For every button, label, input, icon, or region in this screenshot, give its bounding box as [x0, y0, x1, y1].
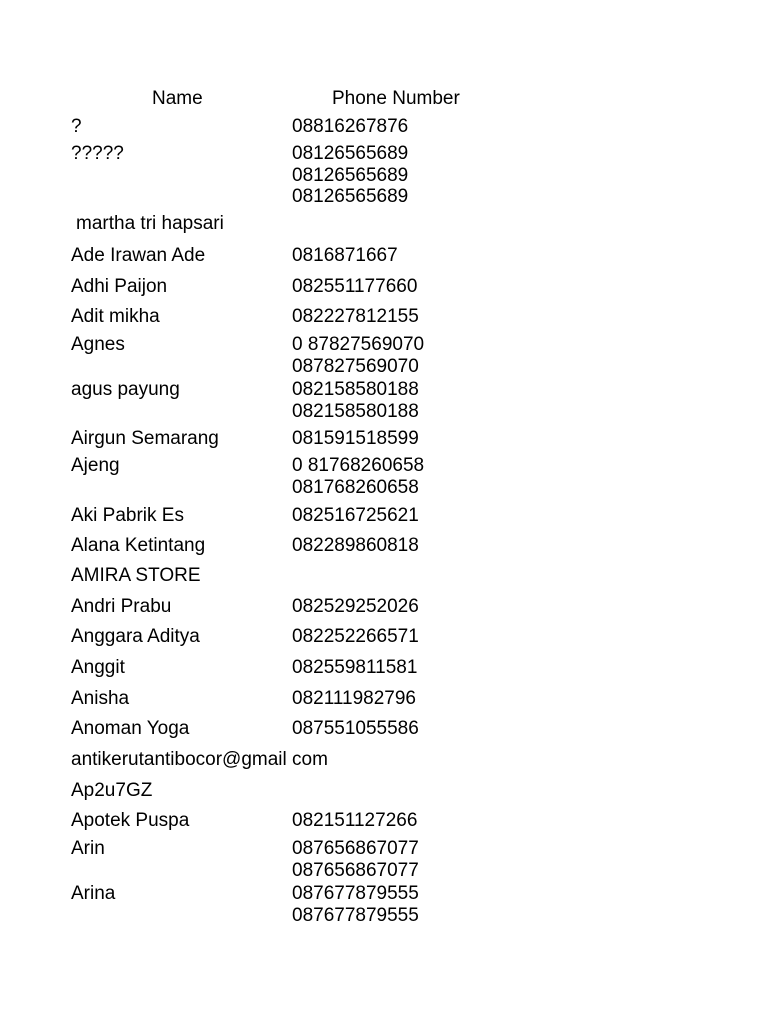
- phone-number: 08126565689: [292, 143, 409, 164]
- contact-phone-numbers: [292, 143, 408, 208]
- contact-phone-numbers: [292, 245, 398, 267]
- contact-phone-numbers: [292, 810, 417, 832]
- contact-phone-numbers: [292, 428, 419, 450]
- contact-name: agus payung: [71, 379, 180, 400]
- phone-number: 082111982796: [292, 688, 416, 709]
- phone-number: 082227812155: [292, 306, 419, 327]
- contact-phone-numbers: [292, 276, 417, 298]
- phone-number: 082559811581: [292, 657, 418, 678]
- phone-number: 081591518599: [292, 428, 419, 449]
- contact-phone-numbers: [292, 455, 424, 498]
- phone-number: 087551055586: [292, 718, 419, 739]
- contact-phone-numbers: [292, 505, 419, 527]
- contact-name: Anggit: [71, 657, 125, 678]
- contact-name: Ap2u7GZ: [71, 780, 153, 801]
- contact-phone-numbers: [292, 838, 419, 881]
- contact-name: Adit mikha: [71, 306, 160, 327]
- contact-name: Adhi Paijon: [71, 276, 168, 297]
- phone-number: 087677879555: [292, 904, 419, 926]
- phone-number: 087656867077: [292, 859, 419, 881]
- phone-number: 087677879555: [292, 883, 419, 904]
- phone-number: 08126565689: [292, 186, 409, 207]
- phone-number: 087656867077: [292, 838, 419, 859]
- contact-phone-numbers: [292, 626, 419, 648]
- contact-phone-numbers: [292, 688, 416, 710]
- phone-number: 082551177660: [292, 276, 418, 297]
- contact-phone-numbers: [292, 657, 417, 679]
- phone-number: 082529252026: [292, 596, 419, 617]
- contact-phone-numbers: [292, 116, 408, 138]
- contact-phone-numbers: [292, 883, 419, 926]
- contact-name: Arin: [71, 838, 105, 859]
- contact-name: AMIRA STORE: [71, 565, 201, 586]
- contact-phone-numbers: [292, 596, 419, 618]
- contact-name: Ajeng: [71, 455, 120, 476]
- contact-phone-numbers: [292, 379, 419, 422]
- contact-name: Ade Irawan Ade: [71, 245, 206, 266]
- contact-name: martha tri hapsari: [76, 213, 224, 234]
- phone-number: 081768260658: [292, 476, 419, 498]
- phone-number: 082158580188: [292, 379, 419, 400]
- name-column-header: Name: [152, 88, 203, 109]
- contact-name: Anisha: [71, 688, 130, 709]
- phone-number: 087827569070: [292, 355, 419, 377]
- contact-name: antikerutantibocor@gmail com: [71, 749, 328, 770]
- contact-name: Alana Ketintang: [71, 535, 206, 556]
- contact-phone-numbers: [292, 535, 419, 557]
- phone-number: 082151127266: [292, 810, 418, 831]
- phone-number: 0 81768260658: [292, 455, 425, 476]
- contact-name: Airgun Semarang: [71, 428, 219, 449]
- phone-number: 08816267876: [292, 116, 409, 137]
- phone-number: 082516725621: [292, 505, 419, 526]
- contact-name: ?????: [71, 143, 124, 164]
- phone-number: 082252266571: [292, 626, 419, 647]
- contact-name: Arina: [71, 883, 116, 904]
- contact-phone-numbers: [292, 306, 419, 328]
- phone-number: 082158580188: [292, 400, 419, 422]
- phone-number: 0 87827569070: [292, 334, 425, 355]
- contact-name: Anoman Yoga: [71, 718, 190, 739]
- phone-number: 0816871667: [292, 245, 398, 266]
- contact-name: Apotek Puspa: [71, 810, 190, 831]
- contact-name: Agnes: [71, 334, 125, 355]
- contact-phone-numbers: [292, 334, 424, 377]
- contact-name: Andri Prabu: [71, 596, 172, 617]
- contact-phone-numbers: [292, 718, 419, 740]
- phone-number: 08126565689: [292, 164, 409, 186]
- contact-name: Anggara Aditya: [71, 626, 200, 647]
- contact-name: Aki Pabrik Es: [71, 505, 184, 526]
- contact-name: ?: [71, 116, 82, 137]
- phone-column-header: Phone Number: [332, 88, 460, 109]
- phone-number: 082289860818: [292, 535, 419, 556]
